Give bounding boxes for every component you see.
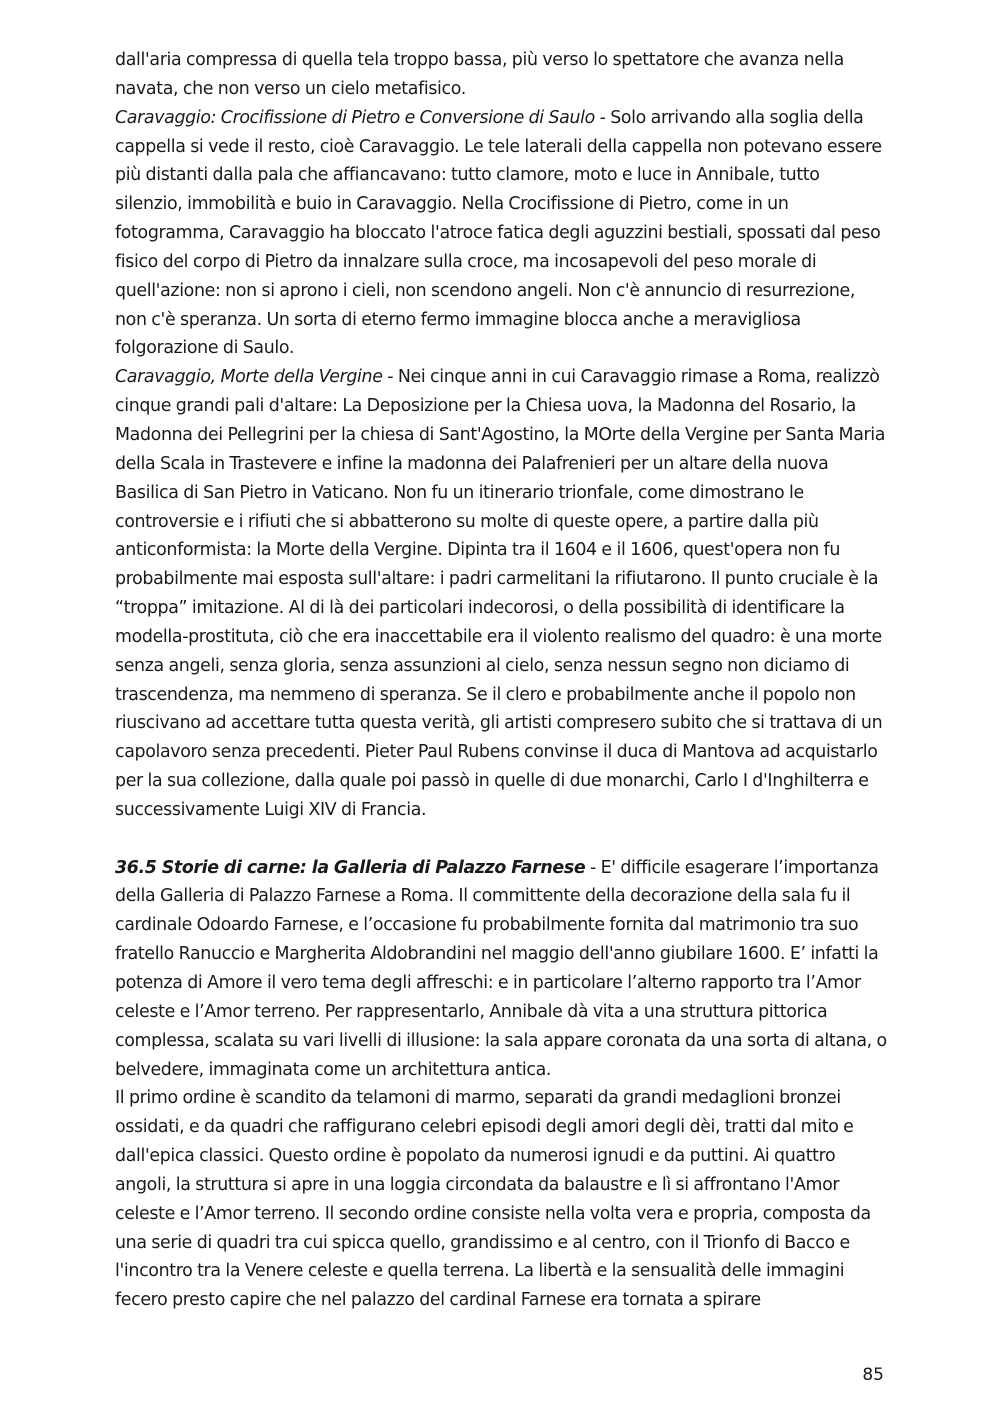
artwork-title: Caravaggio: Crocifissione di Pietro e Conversione di Saulo: [115, 107, 595, 128]
paragraph-intro: [115, 46, 890, 104]
document-body: [115, 46, 890, 1315]
page-number: 85: [862, 1365, 884, 1385]
artwork-title: Caravaggio, Morte della Vergine: [115, 367, 383, 388]
paragraph-text: - Solo arrivando alla soglia della cappella si vede il resto, cioè Caravaggio. Le tele laterali della cappella non potevano essere più distanti dalla pala che affiancavano: tutto clamore, moto e luce in Annibale, tutto silenzio, immobilità e buio in Caravaggio. Nella Crocifissione di Pietro, come in un fotogramma, Caravaggio ha bloccato l'atroce fatica degli aguzzini bestiali, spossati dal peso fisico del corpo di Pietro da innalzare sulla croce, ma incosapevoli del peso morale di quell'azione: non si aprono i cieli, non scendono angeli. Non c'è annuncio di resurrezione, non c'è speranza. Un sorta di eterno fermo immagine blocca anche a meravigliosa folgorazione di Saulo.: [115, 107, 882, 359]
paragraph-spacer: [115, 825, 890, 854]
paragraph-text: - Nei cinque anni in cui Caravaggio rimase a Roma, realizzò cinque grandi pali d'altare: La Deposizione per la Chiesa uova, la Madonna del Rosario, la Madonna dei Pellegrini per la chiesa di Sant'Agostino, la MOrte della Vergine per Santa Maria della Scala in Trastevere e infine la madonna dei Palafrenieri per un altare della nuova Basilica di San Pietro in Vaticano. Non fu un itinerario trionfale, come dimostrano le controversie e i rifiuti che si abbatterono su molte di queste opere, a partire dalla più anticonformista: la Morte della Vergine. Dipinta tra il 1604 e il 1606, quest'opera non fu probabilmente mai esposta sull'altare: i padri carmelitani la rifiutarono. Il punto cruciale è la “troppa” imitazione. Al di là dei particolari indecorosi, o della possibilità di identificare la modella-prostituta, ciò che era inaccettabile era il violento realismo del quadro: è una morte senza angeli, senza gloria, senza assunzioni al cielo, senza nessun segno non diciamo di trascendenza, ma nemmeno di speranza. Se il clero e probabilmente anche il popolo non riuscivano ad accettare tutta questa verità, gli artisti compresero subito che si trattava di un capolavoro senza precedenti. Pieter Paul Rubens convinse il duca di Mantova ad acquistarlo per la sua collezione, dalla quale poi passò in quelle di due monarchi, Carlo I d'Inghilterra e successivamente Luigi XIV di Francia.: [115, 367, 886, 820]
paragraph-text: dall'aria compressa di quella tela troppo bassa, più verso lo spettatore che avanza nella navata, che non verso un cielo metafisico.: [115, 50, 844, 99]
paragraph-crocifissione: [115, 104, 890, 364]
paragraph-text: Il primo ordine è scandito da telamoni di marmo, separati da grandi medaglioni bronzei ossidati, e da quadri che raffigurano celebri episodi degli amori degli dèi, tratti dal mito e dall'epica classici. Questo ordine è popolato da numerosi ignudi e da puttini. Ai quattro angoli, la struttura si apre in una loggia circondata da balaustre e lì si affrontano l'Amor celeste e l’Amor terreno. Il secondo ordine consiste nella volta vera e propria, composta da una serie di quadri tra cui spicca quello, grandissimo e al centro, con il Trionfo di Bacco e l'incontro tra la Venere celeste e quella terrena. La libertà e la sensualità delle immagini fecero presto capire che nel palazzo del cardinal Farnese era tornata a spirare: [115, 1088, 871, 1311]
section-heading: 36.5 Storie di carne: la Galleria di Palazzo Farnese: [115, 857, 586, 878]
paragraph-text: - E' difficile esagerare l’importanza della Galleria di Palazzo Farnese a Roma. Il committente della decorazione della sala fu il cardinale Odoardo Farnese, e l’occasione fu probabilmente fornita dal matrimonio tra suo fratello Ranuccio e Margherita Aldobrandini nel maggio dell'anno giubilare 1600. E’ infatti la potenza di Amore il vero tema degli affreschi: e in particolare l’alterno rapporto tra l’Amor celeste e l’Amor terreno. Per rappresentarlo, Annibale dà vita a una struttura pittorica complessa, scalata su vari livelli di illusione: la sala appare coronata da una sorta di altana, o belvedere, immaginata come un architettura antica.: [115, 857, 887, 1080]
paragraph-section-heading: [115, 854, 890, 1085]
paragraph-morte-vergine: [115, 363, 890, 825]
paragraph-primo-ordine: [115, 1084, 890, 1315]
